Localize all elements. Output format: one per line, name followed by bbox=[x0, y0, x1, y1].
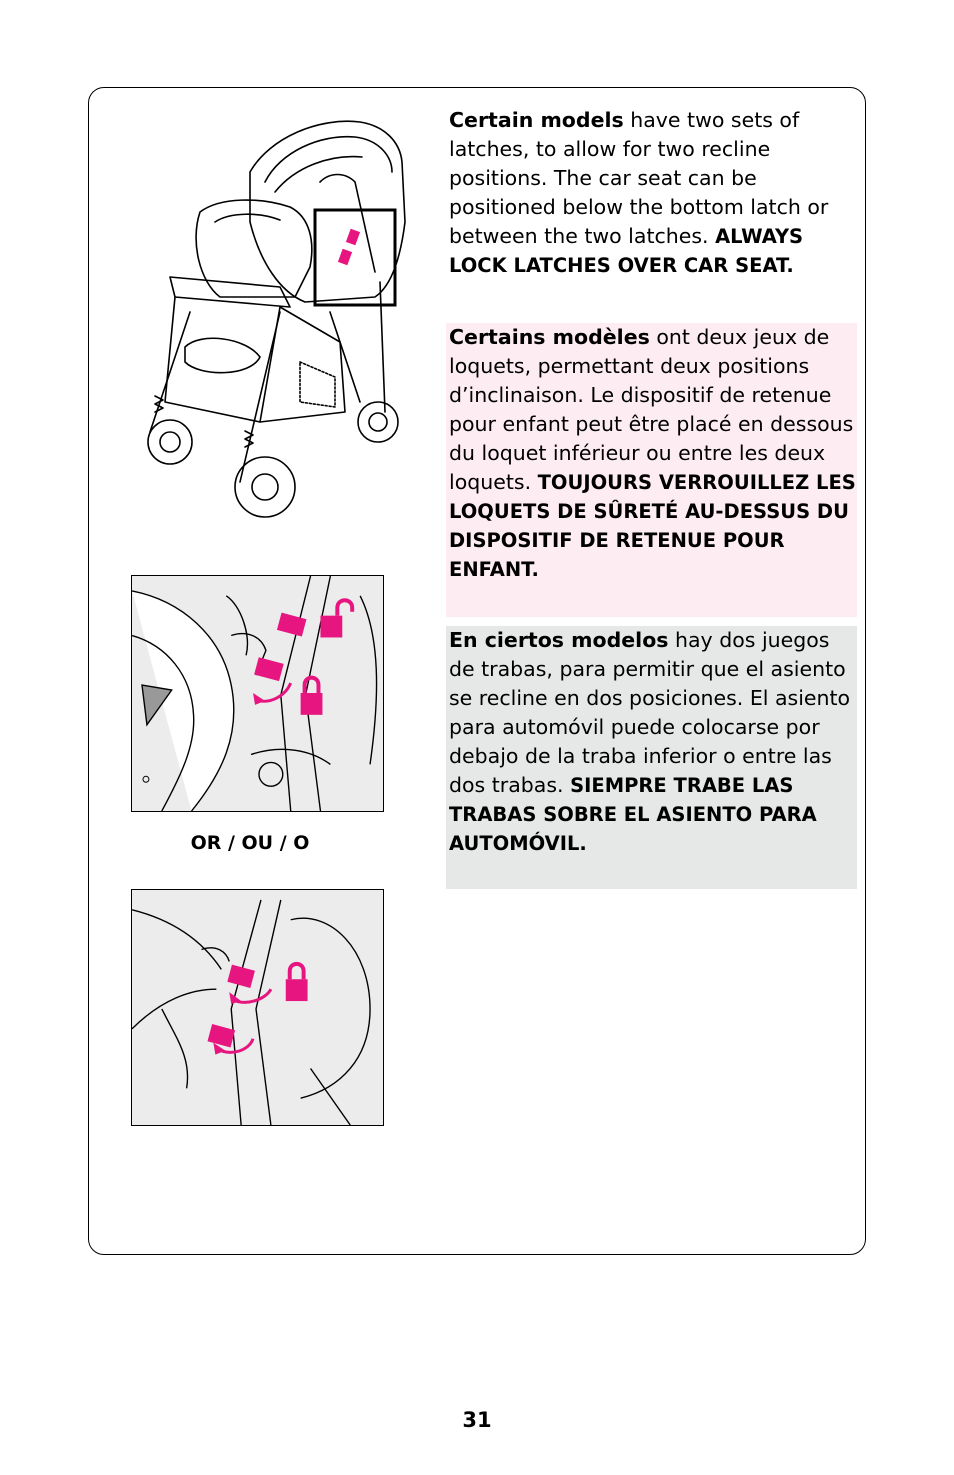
body-english: have two sets of latches, to allow for two recline positions. The car seat can be positioned below the bottom latch or between the two latches. bbox=[449, 108, 829, 248]
lead-spanish: En ciertos modelos bbox=[449, 628, 669, 652]
latch-detail-image-1 bbox=[131, 575, 384, 812]
body-spanish: hay dos juegos de trabas, para permitir que el asiento se recline en dos posiciones. El asiento para automóvil puede colocarse por debajo de la traba inferior o entre las dos trabas. bbox=[449, 628, 851, 797]
instructions-french-text bbox=[449, 323, 857, 584]
stroller-illustration bbox=[130, 112, 415, 524]
instructions-spanish bbox=[446, 626, 857, 889]
instructions-spanish-text bbox=[449, 626, 857, 858]
instructions-french bbox=[446, 323, 857, 617]
lead-english: Certain models bbox=[449, 108, 624, 132]
instructions-english-text bbox=[449, 106, 857, 280]
latch-detail-image-2 bbox=[131, 889, 384, 1126]
warning-spanish: SIEMPRE TRABE LAS TRABAS SOBRE EL ASIENTO PARA AUTOMÓVIL. bbox=[449, 774, 817, 855]
body-french: ont deux jeux de loquets, permettant deux positions d’inclinaison. Le dispositif de retenue pour enfant peut être placé en dessous du loquet inférieur ou entre les deux loquets. bbox=[449, 325, 854, 494]
page-number: 31 bbox=[462, 1408, 492, 1432]
instructions-english bbox=[446, 106, 857, 280]
or-label: OR / OU / O bbox=[190, 832, 310, 854]
lead-french: Certains modèles bbox=[449, 325, 650, 349]
warning-english: ALWAYS LOCK LATCHES OVER CAR SEAT. bbox=[449, 225, 804, 277]
warning-french: TOUJOURS VERROUILLEZ LES LOQUETS DE SÛRETÉ AU-DESSUS DU DISPOSITIF DE RETENUE POUR ENFANT. bbox=[449, 471, 856, 581]
